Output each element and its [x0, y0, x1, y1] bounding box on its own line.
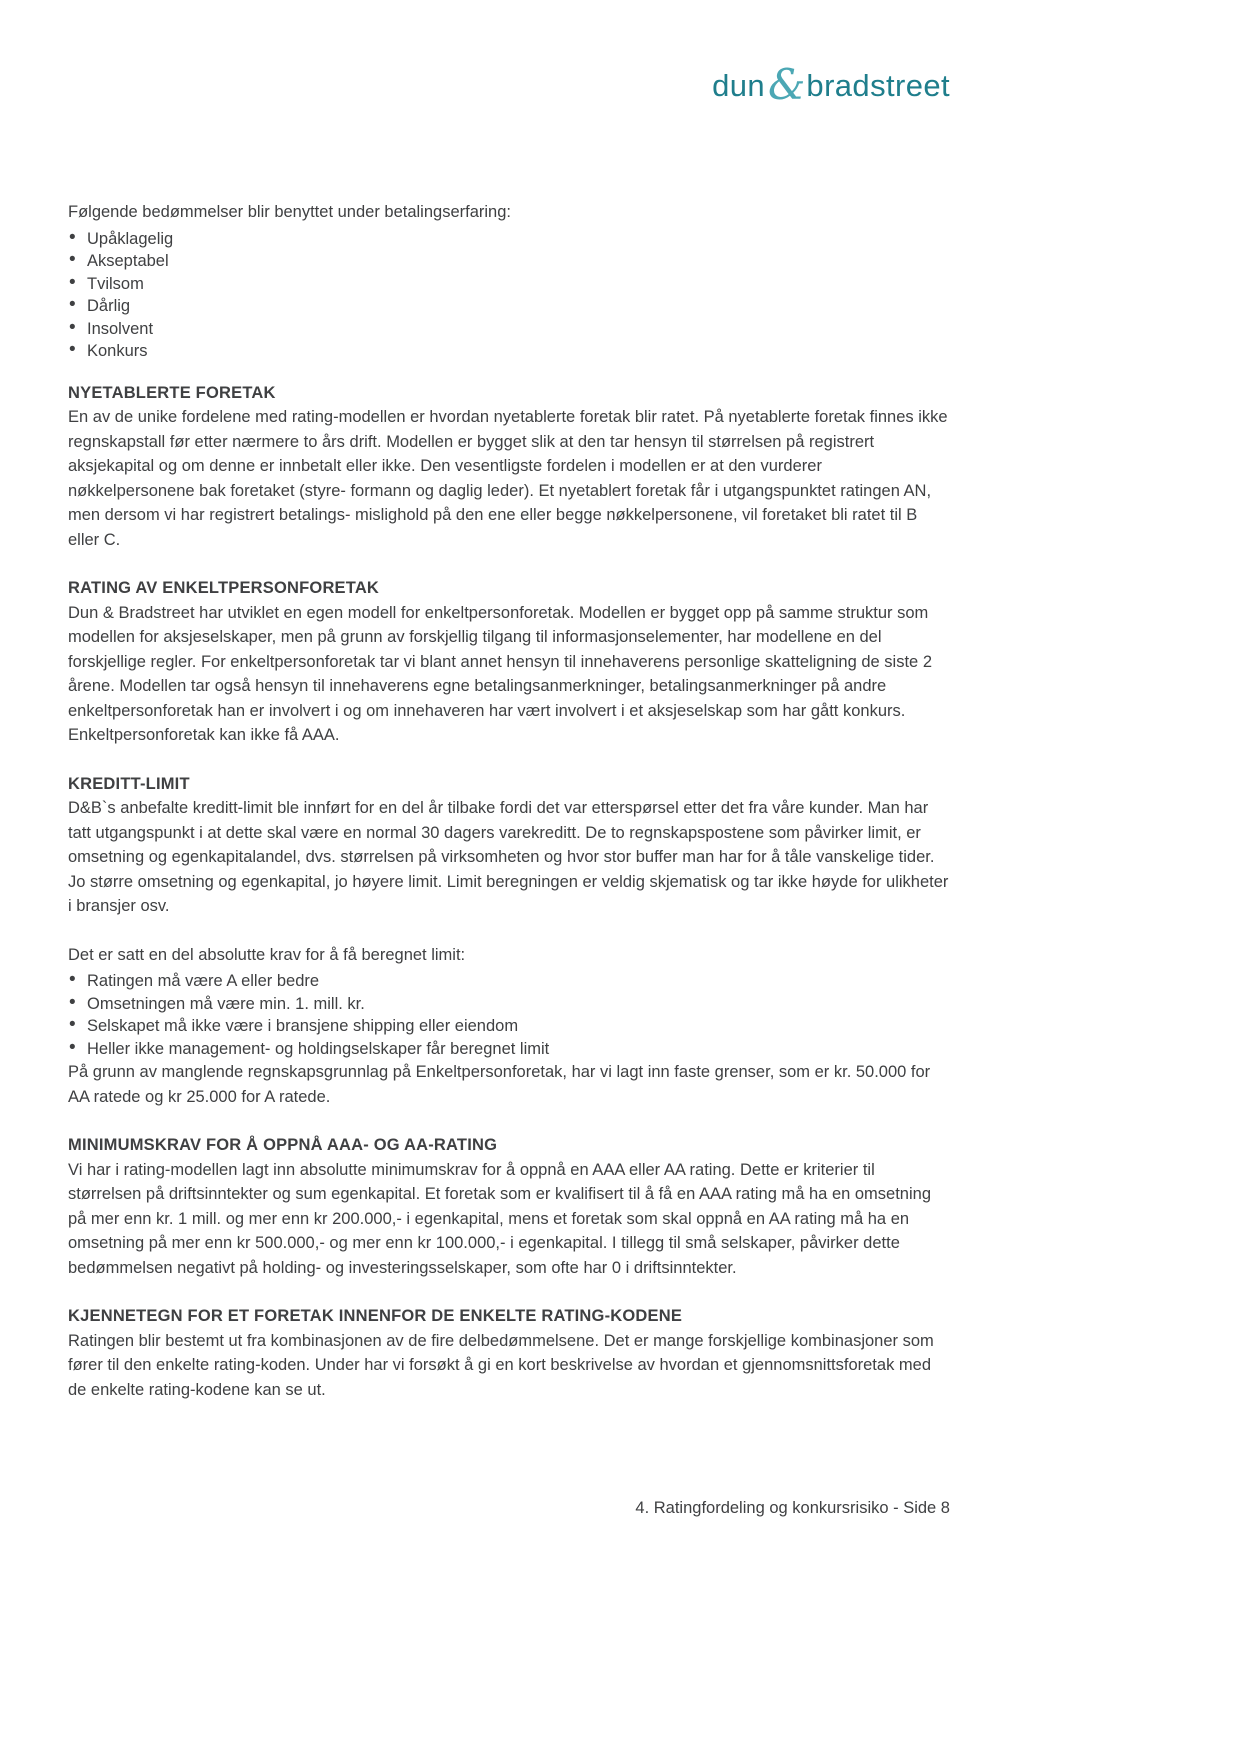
document-content [68, 200, 952, 1426]
section-heading-nyetablerte-foretak: NYETABLERTE FORETAK [68, 383, 276, 402]
section-body-kjennetegn: Ratingen blir bestemt ut fra kombinasjonen av de fire delbedømmelsene. Det er mange forskjellige kombinasjoner som fører til den enkelte rating-koden. Under har vi forsøkt å gi en kort beskrivelse av hvordan et gjennomsnittsforetak med de enkelte rating-kodene kan se ut. [68, 1331, 934, 1399]
limit-krav-lead: Det er satt en del absolutte krav for å få beregnet limit: [68, 945, 466, 964]
intro-lead: Følgende bedømmelser blir benyttet under betalingserfaring: [68, 203, 511, 221]
dnb-logo: dun & bradstreet [712, 60, 950, 109]
section-body-nyetablerte-foretak: En av de unike fordelene med rating-modellen er hvordan nyetablerte foretak blir ratet. På nyetablerte foretak finnes ikke regnskapstall før etter nærmere to års drift. Modellen er bygget slik at den tar hensyn til størrelsen på registrert aksjekapital og om denne er innbetalt eller ikke. Den vesentligste fordelen i modellen er at den vurderer nøkkelpersonene bak foretaket (styre- formann og daglig leder). Et nyetablert foretak får i utgangspunktet ratingen AN, men dersom vi har registrert betalings- mislighold på den ene eller begge nøkkelpersonene, vil foretaket bli ratet til B eller C. [68, 408, 948, 549]
list-item: • Heller ikke management- og holdingselskaper får beregnet limit [68, 1038, 952, 1061]
section-heading-kjennetegn: KJENNETEGN FOR ET FORETAK INNENFOR DE ENKELTE RATING-KODENE [68, 1307, 683, 1325]
list-item: • Ratingen må være A eller bedre [68, 970, 952, 993]
list-item: • Upåklagelig [68, 228, 952, 251]
logo-text-dun: dun [712, 68, 766, 103]
list-item: • Tvilsom [68, 273, 952, 296]
list-item: • Konkurs [68, 340, 952, 363]
section-body-rating-enkeltpersonforetak: Dun & Bradstreet har utviklet en egen modell for enkeltpersonforetak. Modellen er bygget opp på samme struktur som modellen for aksjeselskaper, men på grunn av forskjellig tilgang til informasjonselementer, har modellene en del forskjellige regler. For enkeltpersonforetak tar vi blant annet hensyn til innehaverens personlige skatteligning de siste 2 årene. Modellen tar også hensyn til innehaverens egne betalingsanmerkninger, betalingsanmerkninger på andre enkeltpersonforetak han er involvert i og om innehaveren har vært involvert i et aksjeselskap som har gått konkurs. Enkeltpersonforetak kan ikke få AAA. [68, 603, 932, 744]
list-item: • Akseptabel [68, 250, 952, 273]
section-heading-rating-enkeltpersonforetak: RATING AV ENKELTPERSONFORETAK [68, 579, 380, 597]
logo-text-bradstreet: bradstreet [806, 68, 950, 103]
list-item: • Omsetningen må være min. 1. mill. kr. [68, 993, 952, 1016]
section-heading-minimumskrav: MINIMUMSKRAV FOR Å OPPNÅ AAA- OG AA-RATING [68, 1136, 498, 1154]
list-item: • Selskapet må ikke være i bransjene shipping eller eiendom [68, 1015, 952, 1038]
section-body-minimumskrav: Vi har i rating-modellen lagt inn absolutte minimumskrav for å oppnå en AAA eller AA rating. Dette er kriterier til størrelsen på driftsinntekter og sum egenkapital. Et foretak som er kvalifisert til å få en AAA rating må ha en omsetning på mer enn kr. 1 mill. og mer enn kr 200.000,- i egenkapital, mens et foretak som skal oppnå en AA rating må ha en omsetning på mer enn kr 500.000,- og mer enn kr 100.000,- i egenkapital. I tillegg til små selskaper, påvirker dette bedømmelsen negativt på holding- og investeringsselskaper, som ofte har 0 i driftsinntekter. [68, 1160, 932, 1277]
section-body-kreditt-limit: D&B`s anbefalte kreditt-limit ble innført for en del år tilbake fordi det var etterspørsel etter det fra våre kunder. Man har tatt utgangspunkt i at dette skal være en normal 30 dagers varekreditt. De to regnskapspostene som påvirker limit, er omsetning og egenkapitalandel, dvs. størrelsen på virksomheten og hvor stor buffer man har for å tåle vanskelige tider. Jo større omsetning og egenkapital, jo høyere limit. Limit beregningen er veldig skjematisk og tar ikke høyde for ulikheter i bransjer osv. [68, 799, 949, 915]
section-heading-kreditt-limit: KREDITT-LIMIT [68, 774, 190, 793]
limit-krav-list [68, 970, 952, 1060]
list-item: • Insolvent [68, 318, 952, 341]
payment-experience-list [68, 228, 952, 363]
limit-enkeltperson-note: På grunn av manglende regnskapsgrunnlag på Enkeltpersonforetak, har vi lagt inn faste grenser, som er kr. 50.000 for AA ratede og kr 25.000 for A ratede. [68, 1063, 931, 1106]
page-footer: 4. Ratingfordeling og konkursrisiko - Side 8 [635, 1499, 950, 1517]
list-item: • Dårlig [68, 295, 952, 318]
